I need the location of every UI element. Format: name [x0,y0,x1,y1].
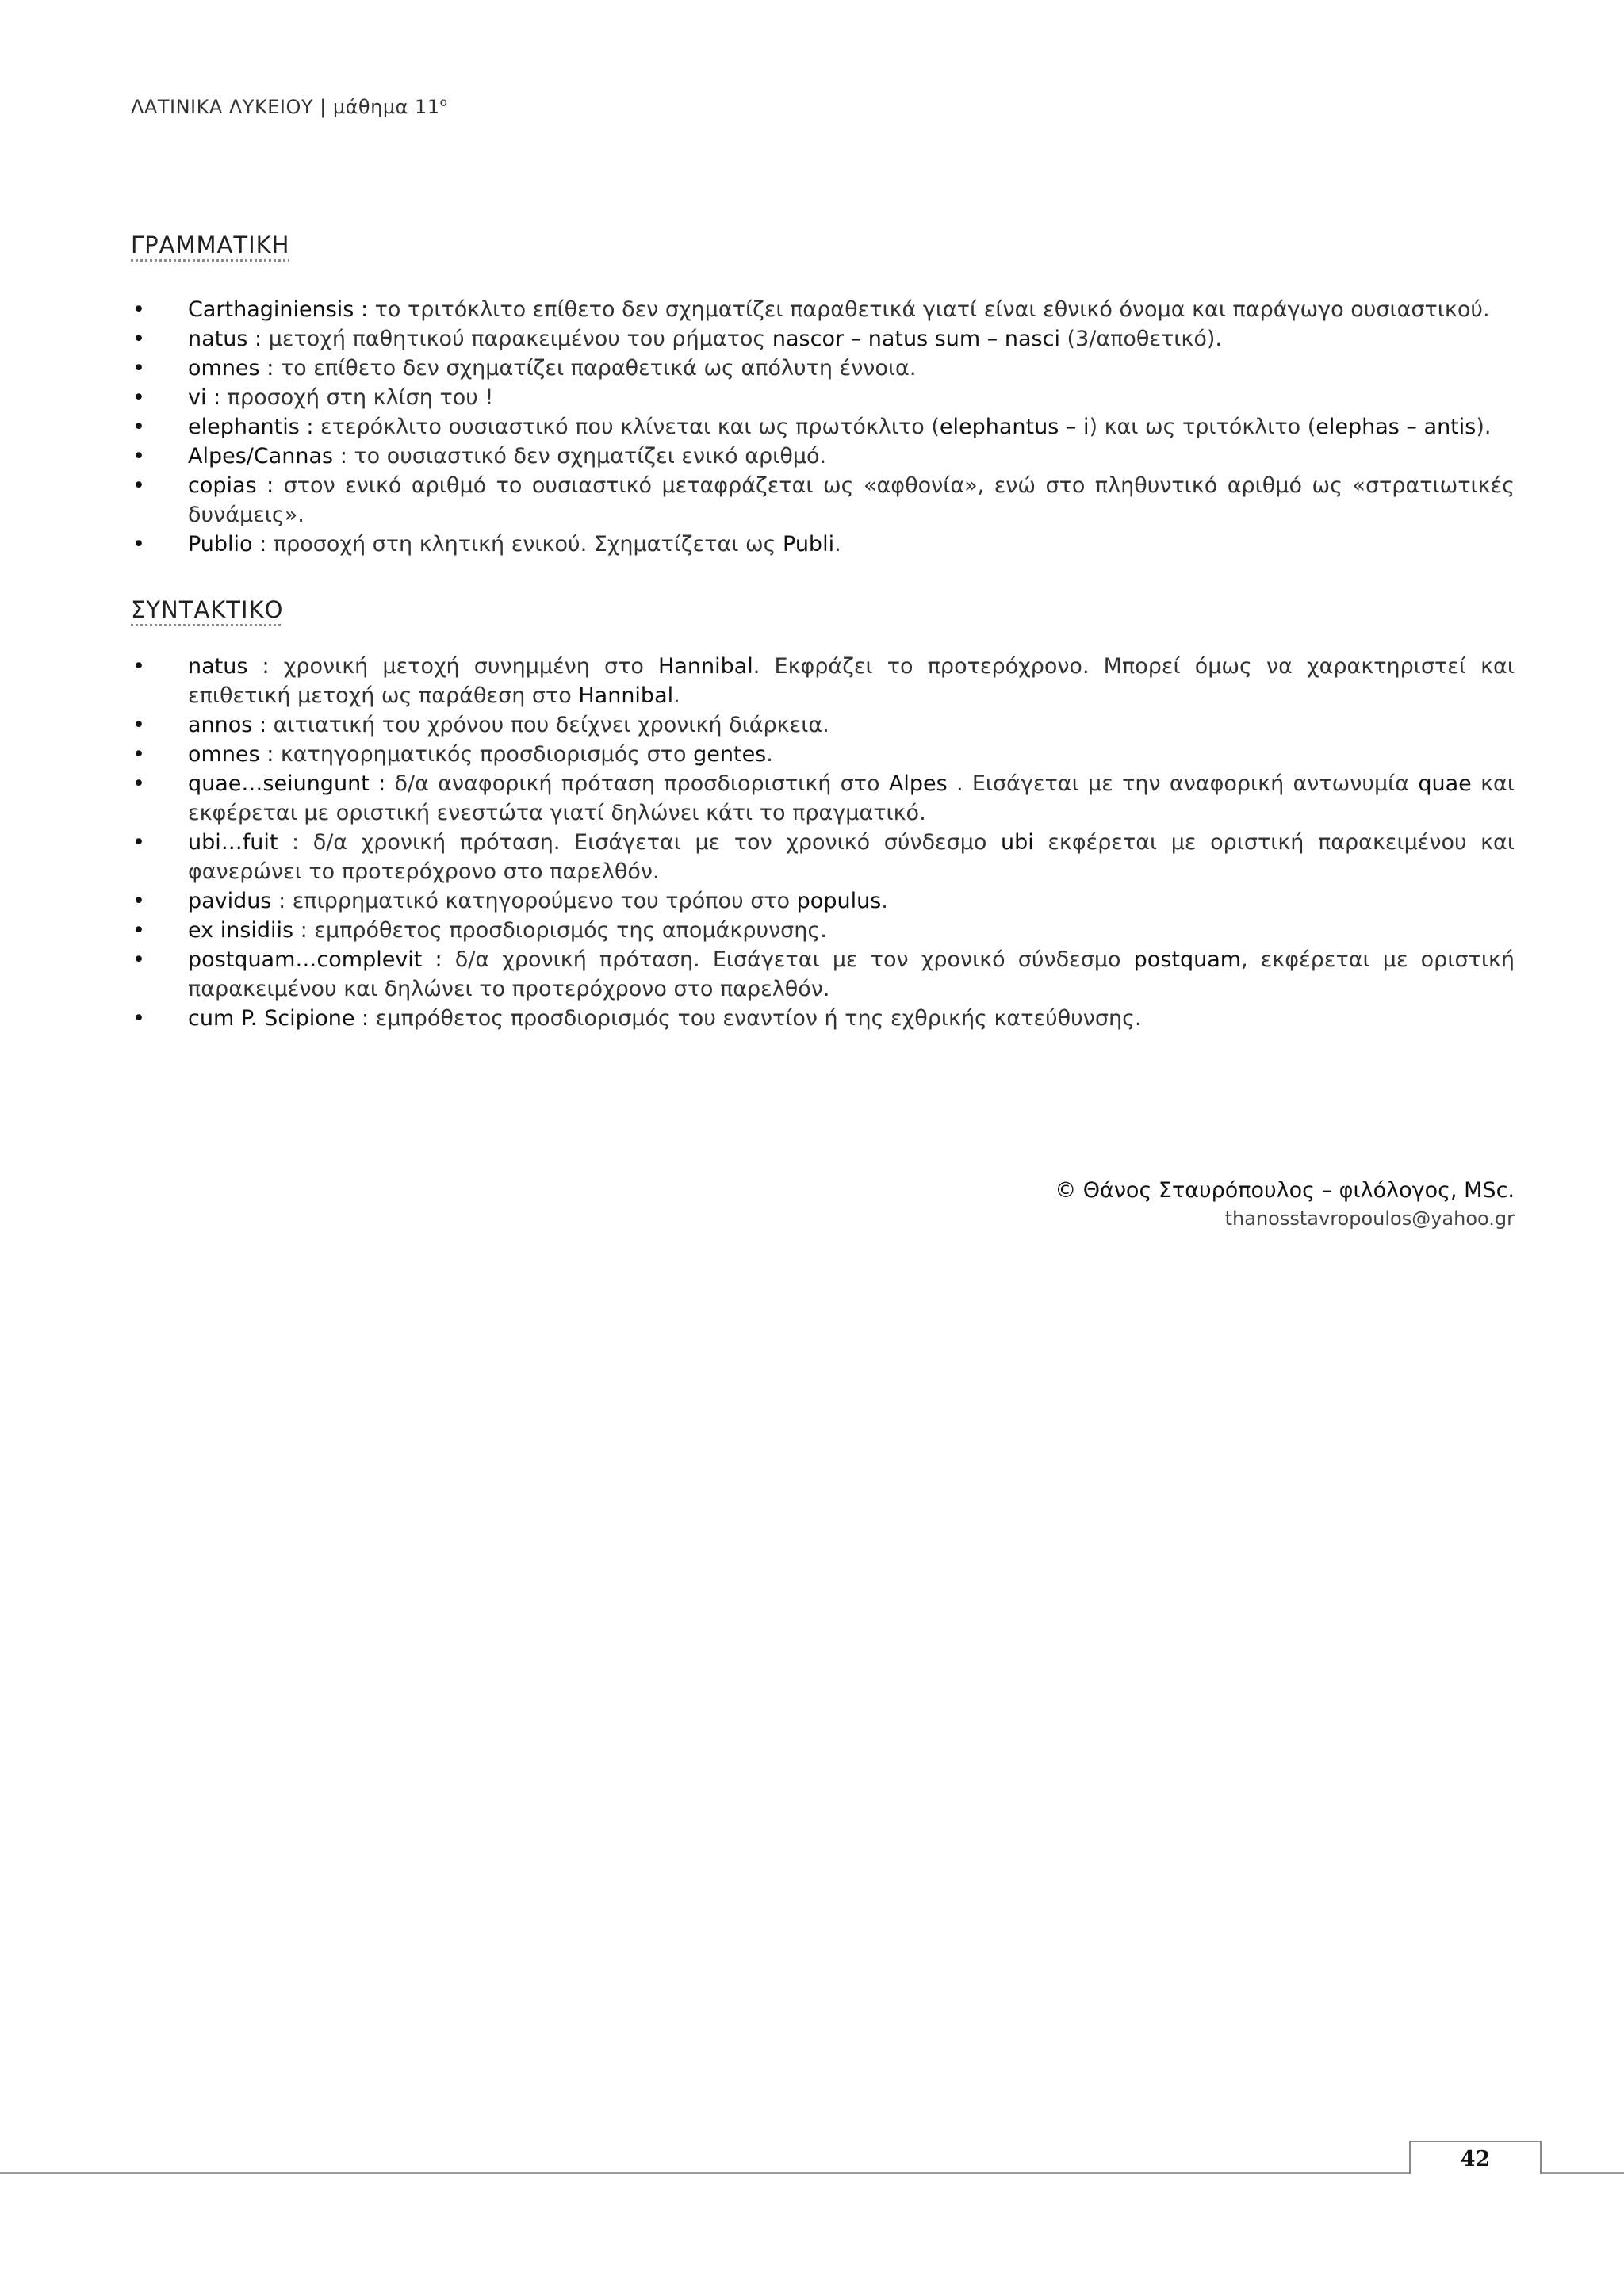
list-item [131,828,1515,886]
explanation-text: . Εισάγεται με την αναφορική αντωνυμία [947,771,1419,796]
explanation-text: εκφέρεται με οριστική παρακειμένου και φανερώνει το προτερόχρονο στο παρελθόν. [188,830,1515,884]
latin-term: Hannibal [658,654,753,679]
latin-term: Carthaginiensis : [188,297,369,322]
explanation-text: : δ/α χρονική πρόταση. Εισάγεται με τον χρονικό σύνδεσμο [278,830,1002,855]
list-item [131,442,1515,471]
page-header [131,95,447,118]
latin-term: pavidus [188,889,272,913]
latin-term: copias : [188,473,274,498]
latin-term: ex insidiis [188,918,294,943]
explanation-text: το επίθετο δεν σχηματίζει παραθετικά ως απόλυτη έννοια. [274,356,917,381]
latin-term: ubi…fuit [188,830,278,855]
latin-term: cum P. Scipione : [188,1006,370,1031]
latin-term: elephantus – i [939,415,1090,439]
explanation-text: και εκφέρεται με οριστική ενεστώτα γιατί δηλώνει κάτι το πραγματικό. [188,771,1515,825]
explanation-text: δ/α χρονική πρόταση. Εισάγεται με τον χρονικό σύνδεσμο [442,947,1134,972]
explanation-text: μετοχή παθητικού παρακειμένου του ρήματος [262,327,772,351]
list-item [131,769,1515,828]
explanation-text: . [673,683,680,708]
latin-term: quae…seiungunt : [188,771,386,796]
latin-term: quae [1418,771,1472,796]
grammar-list [131,295,1515,559]
explanation-text: προσοχή στη κλητική ενικού. Σχηματίζεται ως [266,532,783,557]
latin-term: nascor – natus sum – nasci [772,327,1060,351]
explanation-text: το τριτόκλιτο επίθετο δεν σχηματίζει παραθετικά γιατί είναι εθνικό όνομα και παράγωγο ουσιαστικού. [368,297,1490,322]
list-item [131,295,1515,324]
explanation-text: (3/αποθετικό). [1059,327,1222,351]
explanation-text: το ουσιαστικό δεν σχηματίζει ενικό αριθμό. [347,444,827,469]
author-credit [1055,1176,1515,1232]
latin-term: gentes [693,742,767,767]
page-number: 42 [1460,2147,1491,2172]
latin-term: Alpes [888,771,948,796]
explanation-text: στον ενικό αριθμό το ουσιαστικό μεταφράζεται ως «αφθονία», ενώ στο πληθυντικό αριθμό ως «στρατιωτικές δυνάμεις». [188,473,1515,527]
list-item [131,530,1515,559]
latin-term: Alpes/Cannas : [188,444,347,469]
list-item [131,383,1515,412]
explanation-text: δ/α αναφορική πρόταση προσδιοριστική στο [385,771,889,796]
explanation-text: ). [1476,415,1492,439]
explanation-text: εμπρόθετος προσδιορισμός του εναντίον ή της εχθρικής κατεύθυνσης. [369,1006,1142,1031]
latin-term: natus : [188,654,270,679]
explanation-text: ετερόκλιτο ουσιαστικό που κλίνεται και ως πρωτόκλιτο ( [313,415,940,439]
syntax-list [131,652,1515,1033]
list-item [131,652,1515,710]
explanation-text: χρονική μετοχή συνημμένη στο [269,654,659,679]
syntax-section-title: ΣΥΝΤΑΚΤΙΚΟ [131,596,284,623]
list-item [131,710,1515,740]
explanation-text: : εμπρόθετος προσδιορισμός της απομάκρυνσης. [293,918,827,943]
page-number-box [1409,2141,1542,2174]
explanation-text: . [766,742,773,767]
list-item [131,1004,1515,1033]
latin-term: postquam…complevit : [188,947,442,972]
latin-term: Publi [783,532,835,557]
explanation-text: ) και ως τριτόκλιτο ( [1089,415,1316,439]
explanation-text: . [834,532,841,557]
footer-rule [0,2172,1624,2174]
latin-term: postquam [1133,947,1242,972]
latin-term: elephantis : [188,415,314,439]
explanation-text: , εκφέρεται με οριστική παρακειμένου και δηλώνει το προτερόχρονο στο παρελθόν. [188,947,1515,1001]
latin-term: natus : [188,327,262,351]
list-item [131,945,1515,1004]
latin-term: omnes : [188,356,274,381]
explanation-text: : επιρρηματικό κατηγορούμενο του τρόπου στο [271,889,797,913]
explanation-text: αιτιατική του χρόνου που δείχνει χρονική διάρκεια. [266,713,829,737]
latin-term: omnes : [188,742,274,767]
header-superscript: ο [439,95,448,109]
list-item [131,886,1515,916]
list-item [131,412,1515,442]
latin-term: vi : [188,385,221,410]
list-item [131,916,1515,945]
latin-term: Hannibal [578,683,674,708]
list-item [131,354,1515,383]
author-email: thanosstavropoulos@yahoo.gr [1224,1207,1515,1230]
grammar-section-title: ΓΡΑΜΜΑΤΙΚΗ [131,232,290,258]
explanation-text: . Εκφράζει το προτερόχρονο. Μπορεί όμως να χαρακτηριστεί και επιθετική μετοχή ως παράθεση στο [188,654,1515,708]
list-item [131,324,1515,354]
explanation-text: κατηγορηματικός προσδιορισμός στο [274,742,694,767]
explanation-text: . [881,889,888,913]
header-text: ΛΑΤΙΝΙΚΑ ΛΥΚΕΙΟΥ | μάθημα 11 [131,96,440,118]
latin-term: ubi [1001,830,1034,855]
list-item [131,740,1515,769]
author-name: © Θάνος Σταυρόπουλος – φιλόλογος, MSc. [1055,1178,1515,1203]
list-item [131,471,1515,530]
latin-term: elephas – antis [1316,415,1477,439]
explanation-text: προσοχή στη κλίση του ! [220,385,494,410]
latin-term: Publio : [188,532,267,557]
latin-term: populus [796,889,882,913]
latin-term: annos : [188,713,267,737]
